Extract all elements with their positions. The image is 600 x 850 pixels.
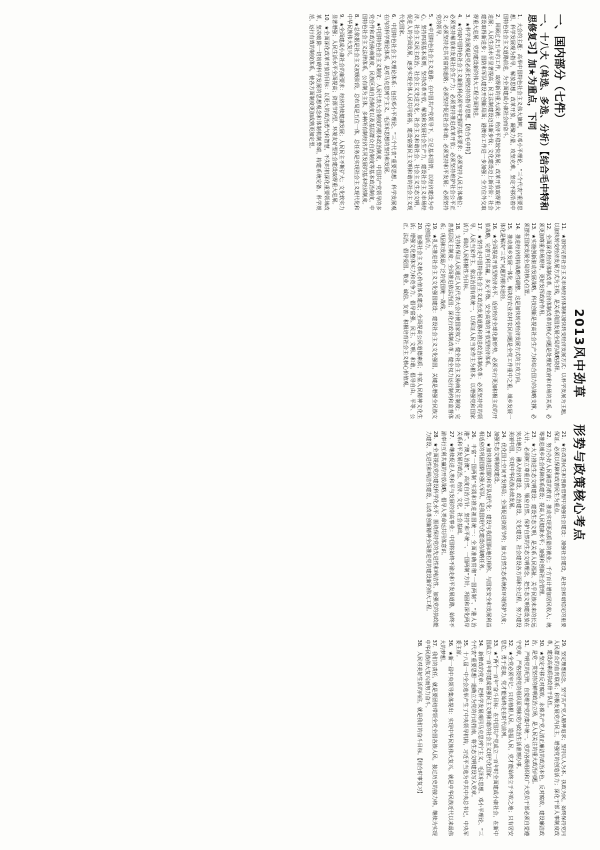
column-4-body: [415, 640, 566, 837]
paragraph: 27．★继续促进人类和平与发展的崇高事业：中国将始终不渝走和平发展道路，始终不渝奉行互利共赢的开放战略。倡导人类命运共同体意识。: [440, 431, 454, 628]
paragraph: 34．新修改的党章：把科学发展观同马克思列宁主义、毛泽东思想、邓小平理论、“三个代表”重要思想一道确立为党的行动指南，将生态文明建设写入党章。: [469, 639, 483, 836]
paragraph: 28．★全面提高党的建设科学化水平：围绕保持党的先进性和纯洁性，加强党的执政能力建设、先进性和纯洁性建设，以改革创新精神全面推进党的建设新的伟大工程。: [425, 431, 439, 628]
paragraph: 14．推进经济结构战略性调整。这是加快转变经济发展方式的主攻方向。: [514, 222, 521, 387]
paragraph: 10．★全面深化改革开放的目标：以更大的政治勇气和智慧，不失时机深化重要领域改革，坚决破除一切妨碍科学发展的思想观念和体制机制弊端，构建系统完备、科学规范、运行有效的制度体系，使各方面制度更加成熟更加定型。: [308, 14, 329, 211]
paragraph: 8．★总依据是社会主义初级阶段，总布局是五位一体，总任务是实现社会主义现代化和中华民族伟大复兴。: [345, 14, 359, 211]
column-2-body: [401, 223, 566, 420]
paragraph: 11．★加快完善社会主义市场经济体制和加快转变经济发展方式：以科学发展为主题，以加快转变经济发展方式为主线，是关系我国发展全局的战略抉择。: [552, 222, 566, 419]
paragraph: 35．十八届一中全会选举产生了中央领导机构，习近平当选为中共中央总书记，中央军委主席。: [454, 639, 468, 836]
paragraph: 9．★全面建成小康社会的新要求：经济持续健康发展；人民民主不断扩大；文化软实力显著增强；人民生活水平全面提高；资源节约型、环境友好型社会建设取得重大进展。: [330, 14, 344, 211]
paragraph: 17．★坚持走中国特色社会主义政治发展道路和推进政治体制改革：必须坚持党的领导、人民当家作主、依法治国有机统一，以保证人民当家作主为根本，以增强党和国家活力、调动人民积极性为目标。: [461, 222, 482, 419]
part-heading: 一、国内部分（七件）: [553, 14, 566, 124]
paragraph: 6．中国特色社会主义理论体系：包括邓小平理论、“三个代表”重要思想、科学发展观在内的科学理论体系，是对马克思列宁主义、毛泽东思想的坚持和发展。: [383, 14, 397, 211]
page-columns: [6, 14, 566, 836]
paragraph: 7．★中国特色社会主义制度：人民代表大会制度的根本政治制度，中国共产党领导的多党合作和政治协商制度、民族区域自治制度以及基层群众自治制度等基本政治制度，中国特色社会主义法律体系，公有制为主体、多种所有制经济共同发展的基本经济制度。: [361, 14, 382, 211]
paragraph: 38．人民对美好生活的向往，就是我们的奋斗目标。【结合时事复习】: [416, 639, 423, 797]
column-4: [6, 640, 566, 837]
paragraph: 2．回顾过去五年的工作，取得新的重大成就：经济平稳较快发展；改革开放取得重大进展；人民生活水平显著提高；民主法制建设迈出新步伐；文化建设迈上新台阶；社会建设取得新进步；国防和军队建设开创新局面；港澳台工作进一步加强；全方位外交取得重大进展；党的建设新的伟大工程全面推进。: [472, 14, 500, 211]
document-title: 2013风中劲草 形势与政策核心考点: [572, 308, 586, 542]
column-1-body: [307, 14, 522, 211]
paragraph: 37．我们的责任，就是要团结带领全党全国各族人民，接过历史的接力棒，继续为实现中华民族伟大复兴而努力奋斗。: [424, 639, 438, 836]
paragraph: 19．★扎实推进社会主义文化强国建设：建设社会主义文化强国，关键是增强全民族文化创造活力。: [424, 222, 438, 419]
column-3: [6, 431, 566, 628]
paragraph: 25．★加快推进国防和军队现代化：建设与我国国际地位相称、与国家安全和发展利益相适应的巩固国防和强大军队，是我国现代化建设的战略任务。: [477, 431, 492, 628]
column-2: [6, 223, 566, 420]
paragraph: 4．★夺取中国特色社会主义新胜利必须牢牢把握的基本要求：必须坚持人民主体地位；必须坚持解放和发展社会生产力；必须坚持推进改革开放；必须坚持维护社会公平正义；必须坚持走共同富裕道路；必须坚持促进社会和谐；必须坚持和平发展；必须坚持党的领导。: [434, 14, 463, 211]
paragraph: 13．★实施创新驱动发展战略。科技创新是提高社会生产力和综合国力的战略支撑，必须摆在国家发展全局的核心位置。: [522, 222, 536, 419]
paragraph: 12．全面深化经济体制改革。经济体制改革的核心问题是处理好政府和市场的关系，必须更加尊重市场规律，更好发挥政府作用。: [537, 222, 551, 419]
paragraph: 23．★大力推进生态文明建设：建设生态文明，是关系人民福祉、关乎民族未来的长远大计。必须树立尊重自然、顺应自然、保护自然的生态文明理念，把生态文明建设放在突出地位，融入经济建设、政治建设、文化建设、社会建设各方面和全过程，努力建设美丽中国，实现中华民族永续发展。: [508, 431, 536, 628]
paragraph: 31．严明党的纪律，自觉维护党的集中统一。党的各级组织和广大党员干部必须自觉遵守党章，严格按照党的组织原则和党内政治生活准则办事。: [515, 639, 529, 836]
paragraph: 20．加强社会主义核心价值体系建设；全面提高公民道德素质；丰富人民精神文化生活；增强文化整体实力和竞争力。倡导富强、民主、文明、和谐，倡导自由、平等、公正、法治，倡导爱国、敬业、诚信、友善，积极培育社会主义核心价值观。: [402, 222, 423, 419]
column-1: [6, 14, 566, 211]
paragraph: 15．推动城乡发展一体化。解决好农业农村农民问题是全党工作重中之重，城乡发展一体化是解决“三农”问题的根本途径。: [499, 222, 513, 419]
paragraph: 18．支持和保证人民通过人民代表大会行使国家权力；健全社会主义协商民主制度；完善基层民主制度；全面推进依法治国；深化行政体制改革；健全权力运行制约和监督体系；巩固和发展最广泛的爱国统一战线。: [439, 222, 460, 419]
paragraph: 5．★中国特色社会主义道路：在中国共产党领导下，立足基本国情，以经济建设为中心，坚持四项基本原则，坚持改革开放，解放和发展社会生产力，建设社会主义市场经济、社会主义民主政治、社会主义先进文化、社会主义和谐社会、社会主义生态文明，促进人的全面发展，逐步实现全体人民共同富裕，建设富强民主文明和谐的社会主义现代化国家。: [398, 14, 433, 211]
paragraph: 30．★坚定不移反对腐败，永葆共产党人清正廉洁的政治本色。反对腐败、建设廉洁政治，是党一贯坚持的鲜明政治立场，是人民关注的重大政治问题。: [530, 639, 544, 836]
paragraph: 3．★科学发展观是党必须长期坚持的指导思想。【结合毛中特】: [464, 14, 471, 157]
paragraph: 36．★新一届中央领导集体提出：实现中华民族伟大复兴，就是中华民族近代以来最伟大的梦想。: [439, 639, 453, 836]
paragraph: 29．坚定理想信念，坚守共产党人精神追求；坚持以人为本、执政为民，始终保持党同人民群众的血肉联系；积极发展党内民主，增强党的创造活力；深化干部人事制度改革，建设高素质执政骨干队伍。: [545, 639, 566, 836]
paragraph: 22．努力办好人民满意的教育；推动实现更高质量的就业；千方百计增加居民收入；统筹推进城乡社会保障体系建设；提高人民健康水平；加强和创新社会管理。: [537, 431, 551, 628]
paragraph: 26．丰富“一国两制”实践和推进祖国统一：全面准确贯彻“一国两制”、“港人治港”、“澳人治澳”、高度自治方针。坚持“和平统一、一国两制”方针，巩固和深化两岸关系和平发展的政治、经济、文化、社会基础。: [455, 431, 476, 628]
column-3-body: [424, 431, 566, 628]
paragraph: 16．★全面提高开放型经济水平。适应经济全球化新形势，必须实行更加积极主动的开放战略，完善互利共赢、多元平衡、安全高效的开放型经济体系。: [484, 222, 498, 419]
paragraph: 33．★“两个一百年”奋斗目标：在中国共产党成立一百年时全面建成小康社会，在新中国成立一百年时建成富强民主文明和谐的社会主义现代化国家。: [485, 639, 499, 836]
section-heading: 一、十八大（单选、多选、分析）【结合毛中特和思修复习】加★为重点，下同: [526, 14, 548, 211]
paragraph: 24．优化国土空间开发格局；全面促进资源节约；加大自然生态系统和环境保护力度；加强生态文明制度建设。: [493, 431, 507, 628]
paragraph: 32．★全党必须牢记：只有植根人民、造福人民，党才能始终立于不败之地；只有居安思危、勇于进取，党才能始终走在时代前列。: [500, 639, 514, 836]
paragraph: 21．★在改善民生和创新管理中加强社会建设：加强社会建设，是社会和谐稳定的重要保证。必须以保障和改善民生为重点。: [552, 431, 566, 628]
paragraph: 1．大会的主题：高举中国特色社会主义伟大旗帜，以邓小平理论、“三个代表”重要思想、科学发展观为指导，解放思想，改革开放，凝聚力量，攻坚克难，坚定不移沿着中国特色社会主义道路前进，为全面建成小康社会而奋斗。: [501, 14, 522, 211]
